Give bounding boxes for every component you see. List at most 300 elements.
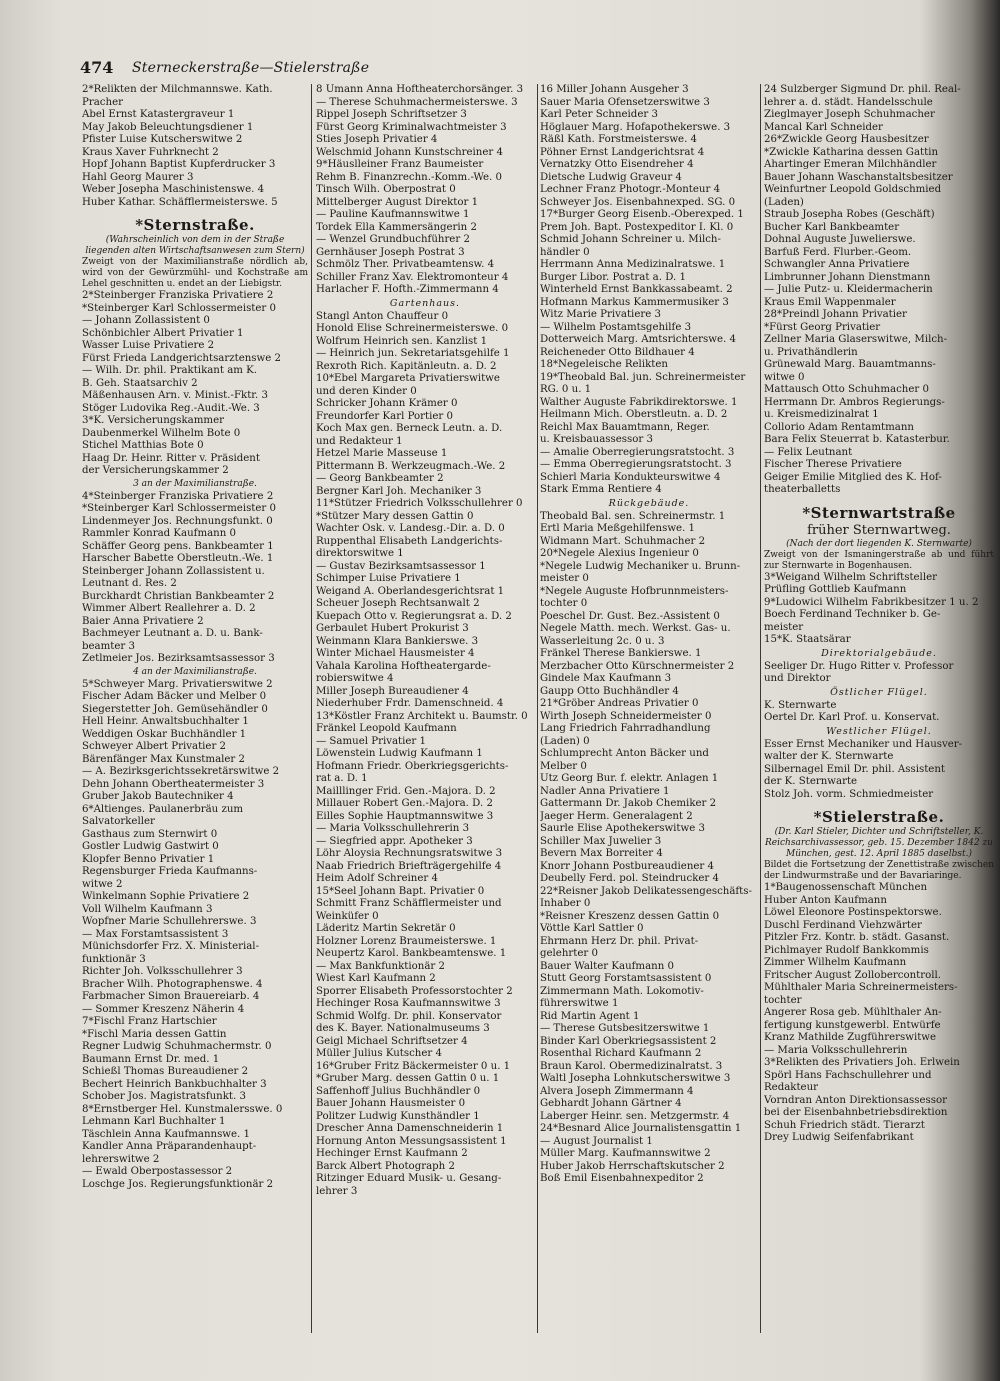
column-3 <box>540 84 758 1341</box>
directory-entry: Bildet die Fortsetzung der Zenettistraße zwischen der Lindwurmstraße und der Bavariaringe. <box>764 860 994 881</box>
directory-entry: Angerer Rosa geb. Mühlthaler An- <box>764 1007 942 1018</box>
directory-entry: Duschl Ferdinand Viehzwärter <box>764 919 922 931</box>
directory-entry: Steinberger Johann Zollassistent u. <box>82 565 265 577</box>
directory-entry: Bechert Heinrich Bankbuchhalter 3 <box>82 1078 267 1090</box>
directory-entry: Gostler Ludwig Gastwirt 0 <box>82 841 219 852</box>
directory-entry: Hechinger Ernst Kaufmann 2 <box>316 1148 468 1159</box>
directory-entry: Stichel Matthias Bote 0 <box>82 440 204 451</box>
street-note: (Nach der dort liegenden K. Sternwarte) <box>786 538 972 549</box>
directory-entry: Farbmacher Simon Brauereiarb. 4 <box>82 991 260 1002</box>
directory-entry: — Heinrich jun. Sekretariatsgehilfe 1 <box>316 348 510 359</box>
directory-entry: Fischer Therese Privatiere <box>764 459 902 470</box>
directory-entry: Bauer Johann Hausmeister 0 <box>316 1098 466 1109</box>
directory-entry: der Versicherungskammer 2 <box>82 465 229 476</box>
directory-entry: Voll Wilhelm Kaufmann 3 <box>82 903 213 915</box>
directory-entry: führerswitwe 1 <box>540 998 619 1009</box>
directory-entry: Wopfner Marie Schullehrerswe. 3 <box>82 916 257 927</box>
directory-entry: Gruber Jakob Bautechniker 4 <box>82 791 234 802</box>
directory-entry: 9*Ludowici Wilhelm Fabrikbesitzer 1 u. 2 <box>764 596 979 608</box>
directory-entry: Schuh Friedrich städt. Tierarzt <box>764 1119 925 1131</box>
street-note: (Dr. Karl Stieler, Dichter und Schriftsteller, K. Reichsarchivassessor, geb. 15. Dezember 1842 zu München, gest. 12. April 1885 daselbst.) <box>765 827 993 859</box>
directory-entry: Bauer Walter Kaufmann 0 <box>540 960 674 972</box>
directory-entry: tochter 0 <box>540 598 588 609</box>
directory-entry: Hornung Anton Messungsassistent 1 <box>316 1135 507 1147</box>
directory-entry: Theobald Bal. sen. Schreinermstr. 1 <box>540 510 726 522</box>
directory-entry: — Maria Volksschullehrerin <box>764 1044 908 1056</box>
directory-entry: Prüfling Gottlieb Kaufmann <box>764 584 907 595</box>
directory-entry: walter der K. Sternwarte <box>764 751 894 762</box>
directory-entry: 9*Häuslleiner Franz Baumeister <box>316 159 484 170</box>
directory-entry: 21*Gröber Andreas Privatier 0 <box>540 698 699 709</box>
directory-entry: lehrerswitwe 2 <box>82 1153 160 1165</box>
directory-entry: Welschmid Johann Kunstschreiner 4 <box>316 146 503 158</box>
directory-entry: Räßl Kath. Forstmeisterswe. 4 <box>540 134 698 145</box>
directory-entry: Löwenstein Ludwig Kaufmann 1 <box>316 748 483 759</box>
directory-entry: und deren Kinder 0 <box>316 385 417 397</box>
column-4 <box>764 84 994 1341</box>
directory-entry: — Therese Gutsbesitzerswitwe 1 <box>540 1023 710 1034</box>
directory-entry: Bergner Karl Joh. Mechaniker 3 <box>316 485 482 497</box>
directory-entry: Braun Karol. Obermedizinalratst. 3 <box>540 1060 723 1072</box>
directory-entry: Wachter Osk. v. Landesg.-Dir. a. D. 0 <box>316 523 505 534</box>
directory-entry: Burckhardt Christian Bankbeamter 2 <box>82 590 275 602</box>
directory-entry: Geiger Emilie Mitglied des K. Hof- <box>764 471 942 483</box>
directory-entry: Mancal Karl Schneider <box>764 121 883 133</box>
directory-entry: Salvatorkeller <box>82 816 155 827</box>
directory-entry: Stangl Anton Chauffeur 0 <box>316 310 449 322</box>
directory-entry: 20*Negele Alexius Ingenieur 0 <box>540 548 699 559</box>
directory-entry: Winterheld Ernst Bankkassabeamt. 2 <box>540 284 733 295</box>
directory-entry: *Zwickle Katharina dessen Gattin <box>764 146 939 158</box>
directory-entry: Hofmann Markus Kammermusiker 3 <box>540 296 729 308</box>
building-section-label: Westlicher Flügel. <box>826 725 932 737</box>
directory-entry: — Ewald Oberpostassessor 2 <box>82 1166 233 1177</box>
directory-entry: Zweigt von der Maximilianstraße nördlich ab, wird von der Gewürzmühl- und Kochstraße am Lehel geschnitten u. endet an der Liebigstr. <box>82 257 308 289</box>
directory-entry: — Max Forstamtsassistent 3 <box>82 928 229 940</box>
directory-entry: Wolfrum Heinrich sen. Kanzlist 1 <box>316 335 488 347</box>
directory-entry: beamter 3 <box>82 640 135 652</box>
directory-entry: Schmid Johann Schreiner u. Milch- <box>540 234 721 245</box>
directory-entry: Heim Adolf Schreiner 4 <box>316 873 438 884</box>
directory-entry: Wasser Luise Privatiere 2 <box>82 340 215 351</box>
directory-entry: — Emma Oberregierungsratstocht. 3 <box>540 459 732 470</box>
directory-entry: Schmitt Franz Schäfflermeister und <box>316 898 502 909</box>
directory-entry: Huber Anton Kaufmann <box>764 894 887 906</box>
directory-entry: Sauer Maria Ofensetzerswitwe 3 <box>540 96 710 108</box>
directory-entry: — Wilhelm Postamtsgehilfe 3 <box>540 321 692 333</box>
directory-entry: rat a. D. 1 <box>316 773 368 784</box>
directory-entry: Oertel Dr. Karl Prof. u. Konservat. <box>764 712 940 723</box>
directory-entry: Inhaber 0 <box>540 898 591 909</box>
directory-entry: Schimper Luise Privatiere 1 <box>316 573 461 584</box>
directory-entry: Binder Karl Oberkriegsassistent 2 <box>540 1035 717 1047</box>
directory-entry: Stöger Ludovika Reg.-Audit.-We. 3 <box>82 402 260 414</box>
directory-entry: fertigung kunstgewerbl. Entwürfe <box>764 1019 941 1031</box>
directory-entry: Schwangler Anna Privatiere <box>764 259 910 270</box>
directory-entry: Lehmann Karl Buchhalter 1 <box>82 1116 226 1127</box>
directory-entry: meister 0 <box>540 573 589 584</box>
directory-entry: *Negele Auguste Hofbrunnmeisters- <box>540 585 729 597</box>
directory-entry: Weinmann Klara Bankierswe. 3 <box>316 635 479 647</box>
directory-entry: Zieglmayer Joseph Schuhmacher <box>764 109 935 120</box>
directory-entry: Hetzel Marie Masseuse 1 <box>316 448 448 459</box>
directory-entry: witwe 2 <box>82 878 123 890</box>
directory-entry: Ahartinger Emeran Milchhändler <box>764 159 937 170</box>
directory-entry: Reicheneder Otto Bildhauer 4 <box>540 346 695 358</box>
directory-entry: Daubenmerkel Wilhelm Bote 0 <box>82 427 241 439</box>
directory-entry: Wiest Karl Kaufmann 2 <box>316 973 436 984</box>
directory-entry: Herrmann Anna Medizinalratswe. 1 <box>540 259 726 270</box>
directory-entry: Mailllinger Frid. Gen.-Majora. D. 2 <box>316 785 496 797</box>
directory-entry: 7*Fischl Franz Hartschier <box>82 1016 217 1027</box>
directory-entry: Collorio Adam Rentamtmann <box>764 421 914 433</box>
directory-entry: 10*Ebel Margareta Privatierswitwe <box>316 373 500 384</box>
directory-entry: Winter Michael Hausmeister 4 <box>316 648 475 659</box>
directory-entry: 26*Zwickle Georg Hausbesitzer <box>764 134 929 145</box>
directory-entry: Pichlmayer Rudolf Bankkommis <box>764 944 929 956</box>
directory-entry: Schiller Franz Xav. Elektromonteur 4 <box>316 271 509 283</box>
directory-entry: — Julie Putz- u. Kleidermacherin <box>764 284 933 295</box>
column-2 <box>316 84 534 1341</box>
directory-entry: 24 Sulzberger Sigmund Dr. phil. Real- <box>764 84 961 95</box>
building-section-label: Rückgebäude. <box>608 497 690 509</box>
directory-entry: Negele Matth. mech. Werkst. Gas- u. <box>540 623 731 634</box>
directory-entry: Spörl Hans Fachschullehrer und <box>764 1069 932 1081</box>
directory-entry: K. Sternwarte <box>764 699 837 711</box>
directory-entry: Neupertz Karol. Bankbeamtenswe. 1 <box>316 948 507 959</box>
directory-entry: Zimmermann Math. Lokomotiv- <box>540 985 704 997</box>
directory-entry: *Fischl Maria dessen Gattin <box>82 1028 227 1040</box>
directory-entry: 16 Miller Johann Ausgeher 3 <box>540 84 689 95</box>
directory-entry: Seeliger Dr. Hugo Ritter v. Professor <box>764 660 954 672</box>
directory-entry: Läderitz Martin Sekretär 0 <box>316 923 456 934</box>
directory-entry: Vorndran Anton Direktionsassessor <box>764 1094 947 1106</box>
directory-entry: Baier Anna Privatiere 2 <box>82 615 204 627</box>
directory-entry: Stutt Georg Forstamtsassistent 0 <box>540 973 712 984</box>
directory-entry: Gattermann Dr. Jakob Chemiker 2 <box>540 798 717 809</box>
directory-entry: Schober Jos. Magistratsfunkt. 3 <box>82 1091 246 1102</box>
directory-entry: Niederhuber Frdr. Damenschneid. 4 <box>316 698 504 709</box>
page-number: 474 <box>80 58 114 77</box>
directory-entry: Stolz Joh. vorm. Schmiedmeister <box>764 788 934 800</box>
directory-entry: 15*K. Staatsärar <box>764 634 851 645</box>
directory-entry: Weddigen Oskar Buchhändler 1 <box>82 728 247 740</box>
directory-entry: Hofmann Friedr. Oberkriegsgerichts- <box>316 760 509 772</box>
directory-entry: — August Journalist 1 <box>540 1135 653 1147</box>
directory-entry: witwe 0 <box>764 371 805 383</box>
directory-entry: Löhr Aloysia Rechnungsratswitwe 3 <box>316 848 503 859</box>
directory-entry: Zweigt von der Ismaningerstraße ab und führt zur Sternwarte in Bogenhausen. <box>764 549 994 571</box>
directory-entry: Poeschel Dr. Gust. Bez.-Assistent 0 <box>540 610 720 622</box>
directory-entry: Witz Marie Privatiere 3 <box>540 309 661 320</box>
directory-entry: 8 Umann Anna Hoftheaterchorsänger. 3 <box>316 84 524 95</box>
directory-entry: Kranz Mathilde Zugführerswitwe <box>764 1032 937 1043</box>
directory-entry: meister <box>764 621 804 633</box>
directory-entry: Harlacher F. Hofth.-Zimmermann 4 <box>316 284 499 295</box>
directory-entry: Naab Friedrich Briefträgergehilfe 4 <box>316 860 502 872</box>
directory-entry: Limbrunner Johann Dienstmann <box>764 271 931 283</box>
directory-entry: gelehrter 0 <box>540 948 598 959</box>
directory-entry: Müller Julius Kutscher 4 <box>316 1048 442 1059</box>
directory-entry: Wirth Joseph Schneidermeister 0 <box>540 710 712 722</box>
directory-entry: Fritscher August Zollobercontroll. <box>764 969 942 981</box>
directory-entry: u. Kreisbauassessor 3 <box>540 434 653 445</box>
directory-entry: Eilles Sophie Hauptmannswitwe 3 <box>316 810 494 822</box>
directory-entry: Burger Libor. Postrat a. D. 1 <box>540 271 686 283</box>
directory-entry: Lang Friedrich Fahrradhandlung <box>540 723 711 734</box>
directory-entry: Pöhner Ernst Landgerichtsrat 4 <box>540 146 705 158</box>
directory-entry: Kraus Emil Wappenmaler <box>764 296 896 308</box>
directory-entry: Widmann Mart. Schuhmacher 2 <box>540 535 706 547</box>
directory-entry: Mühlthaler Maria Schreinermeisters- <box>764 982 958 993</box>
directory-entry: bei der Eisenbahnbetriebsdirektion <box>764 1107 948 1118</box>
directory-entry: Freundorfer Karl Portier 0 <box>316 410 453 422</box>
directory-entry: Barfuß Ferd. Flurber.-Geom. <box>764 246 912 258</box>
directory-entry: — Felix Leutnant <box>764 446 853 458</box>
directory-entry: Täschlein Anna Kaufmannswe. 1 <box>82 1128 251 1140</box>
directory-entry: Boech Ferdinand Techniker b. Ge- <box>764 609 941 620</box>
directory-entry: Nadler Anna Privatiere 1 <box>540 785 670 797</box>
directory-entry: 3*Weigand Wilhelm Schriftsteller <box>764 571 937 583</box>
directory-entry: Richter Joh. Volksschullehrer 3 <box>82 966 243 977</box>
directory-entry: Rexroth Rich. Kapitänleutn. a. D. 2 <box>316 360 497 372</box>
directory-entry: *Steinberger Karl Schlossermeister 0 <box>82 503 277 514</box>
directory-entry: Boß Emil Eisenbahnexpeditor 2 <box>540 1173 704 1184</box>
directory-entry: Ruppenthal Elisabeth Landgerichts- <box>316 535 503 547</box>
directory-entry: Vahala Karolina Hoftheatergarde- <box>316 660 491 672</box>
directory-entry: Vernatzky Otto Eisendreher 4 <box>540 159 694 170</box>
directory-entry: *Steinberger Karl Schlossermeister 0 <box>82 302 277 314</box>
directory-entry: robierswitwe 4 <box>316 673 394 684</box>
directory-entry: Bauer Johann Waschanstaltsbesitzer <box>764 171 953 183</box>
directory-entry: Zimmer Wilhelm Kaufmann <box>764 957 907 968</box>
directory-entry: 5*Schweyer Marg. Privatierswitwe 2 <box>82 678 273 690</box>
directory-entry: Straub Josepha Robes (Geschäft) <box>764 209 935 220</box>
directory-entry: funktionär 3 <box>82 953 146 965</box>
directory-entry: Höglauer Marg. Hofapothekerswe. 3 <box>540 121 731 133</box>
building-section-label: Gartenhaus. <box>389 297 461 309</box>
directory-entry: Prem Joh. Bapt. Postexpeditor I. Kl. 0 <box>540 221 734 233</box>
directory-entry: Deubelly Ferd. pol. Steindrucker 4 <box>540 873 719 884</box>
directory-entry: Pittermann B. Werkzeugmach.-We. 2 <box>316 460 506 472</box>
directory-entry: 1*Baugenossenschaft München <box>764 882 928 893</box>
directory-entry: Schmölz Ther. Privatbeamtensw. 4 <box>316 259 495 270</box>
directory-entry: Schmid Wolfg. Dr. phil. Konservator <box>316 1010 502 1022</box>
directory-entry: Lechner Franz Photogr.-Monteur 4 <box>540 184 721 195</box>
directory-entry: *Fürst Georg Privatier <box>764 321 881 333</box>
directory-entry: Kraus Xaver Fuhrknecht 2 <box>82 146 219 158</box>
directory-entry: 3*Relikten des Privatiers Joh. Erlwein <box>764 1057 960 1068</box>
page-header <box>80 58 960 80</box>
directory-entry: 15*Seel Johann Bapt. Privatier 0 <box>316 885 485 897</box>
directory-entry: Loschge Jos. Regierungsfunktionär 2 <box>82 1178 274 1190</box>
directory-entry: Harscher Babette Oberstleutn.-We. 1 <box>82 553 274 564</box>
directory-entry: — Therese Schuhmachermeisterswe. 3 <box>316 96 518 108</box>
directory-entry: Bara Felix Steuerrat b. Katasterbur. <box>764 434 950 445</box>
directory-entry: Merzbacher Otto Kürschnermeister 2 <box>540 660 735 672</box>
directory-entry: 13*Köstler Franz Architekt u. Baumstr. 0 <box>316 710 528 722</box>
street-heading: *Stielerstraße. <box>813 808 945 826</box>
column-rule <box>311 84 312 1333</box>
directory-entry: Ehrmann Herz Dr. phil. Privat- <box>540 935 699 947</box>
directory-entry: u. Kreismedizinalrat 1 <box>764 409 879 420</box>
directory-entry: Holzner Lorenz Braumeisterswe. 1 <box>316 935 497 947</box>
directory-entry: — Georg Bankbeamter 2 <box>316 473 444 484</box>
directory-entry: der K. Sternwarte <box>764 776 858 787</box>
running-title: Sterneckerstraße—Stielerstraße <box>132 60 370 76</box>
directory-entry: — Siegfried appr. Apotheker 3 <box>316 835 473 847</box>
directory-entry: Tordek Ella Kammersängerin 2 <box>316 221 477 233</box>
directory-entry: Kuepach Otto v. Regierungsrat a. D. 2 <box>316 610 512 622</box>
directory-entry: Gernhäuser Joseph Postrat 3 <box>316 246 465 258</box>
directory-entry: 4*Steinberger Franziska Privatiere 2 <box>82 490 274 502</box>
directory-entry: — A. Bezirksgerichtssekretärswitwe 2 <box>82 766 280 777</box>
directory-entry: Winkelmann Sophie Privatiere 2 <box>82 891 250 902</box>
directory-entry: händler 0 <box>540 246 590 258</box>
directory-entry: B. Geh. Staatsarchiv 2 <box>82 377 198 389</box>
directory-entry: Knorr Johann Postbureaudiener 4 <box>540 860 714 872</box>
directory-entry: *Reisner Kreszenz dessen Gattin 0 <box>540 910 720 922</box>
directory-entry: Hahl Georg Maurer 3 <box>82 171 194 183</box>
directory-entry: tochter <box>764 994 802 1006</box>
directory-entry: 11*Stützer Friedrich Volksschullehrer 0 <box>316 498 523 509</box>
directory-entry: Tinsch Wilh. Oberpostrat 0 <box>316 184 456 195</box>
directory-entry: 2*Steinberger Franziska Privatiere 2 <box>82 290 274 301</box>
directory-entry: Schierl Maria Konduktеurswitwe 4 <box>540 471 721 483</box>
directory-entry: — Sommer Kreszenz Näherin 4 <box>82 1003 245 1015</box>
directory-entry: Herrmann Dr. Ambros Regierungs- <box>764 396 945 408</box>
directory-entry: Drescher Anna Damenschneiderin 1 <box>316 1123 504 1134</box>
directory-entry: Fürst Frieda Landgerichtsarztenswe 2 <box>82 352 281 364</box>
directory-entry: Münichsdorfer Frz. X. Ministerial- <box>82 941 260 952</box>
directory-entry: 16*Gruber Fritz Bäckermeister 0 u. 1 <box>316 1060 511 1072</box>
directory-entry: (Laden) <box>764 196 804 208</box>
directory-entry: 24*Besnard Alice Journalistensgattin 1 <box>540 1123 742 1134</box>
building-section-label: Direktorialgebäude. <box>821 647 937 659</box>
directory-entry: Leutnant d. Res. 2 <box>82 578 177 589</box>
column-rule <box>760 84 761 1333</box>
directory-entry: lehrer a. d. städt. Handelsschule <box>764 96 933 108</box>
column-rule <box>537 84 538 1333</box>
directory-entry: Schweyer Jos. Eisenbahnexped. SG. 0 <box>540 196 736 208</box>
directory-entry: Bachmeyer Leutnant a. D. u. Bank- <box>82 628 263 639</box>
directory-entry: — Samuel Privatier 1 <box>316 735 427 747</box>
directory-entry: u. Privathändlerin <box>764 346 858 358</box>
directory-entry: 17*Burger Georg Eisenb.-Oberexped. 1 <box>540 209 744 220</box>
directory-entry: Schönbichler Albert Privatier 1 <box>82 327 244 339</box>
directory-entry: Dohnal Auguste Juwelierswe. <box>764 234 916 245</box>
directory-entry: Huber Jakob Herrschaftskutscher 2 <box>540 1160 725 1172</box>
directory-entry: Reichl Max Bauamtmann, Reger. <box>540 421 710 433</box>
directory-entry: *Gruber Marg. dessen Gattin 0 u. 1 <box>316 1073 500 1084</box>
directory-entry: Regensburger Frieda Kaufmanns- <box>82 866 258 877</box>
directory-entry: Heilmann Mich. Oberstleutn. a. D. 2 <box>540 409 728 420</box>
directory-entry: Melber 0 <box>540 760 587 772</box>
directory-entry: Utz Georg Bur. f. elektr. Anlagen 1 <box>540 773 719 784</box>
directory-entry: Klopfer Benno Privatier 1 <box>82 853 215 865</box>
directory-entry: theaterballetts <box>764 484 841 495</box>
directory-entry: Lindenmeyer Jos. Rechnungsfunkt. 0 <box>82 515 273 527</box>
directory-entry: Karl Peter Schneider 3 <box>540 109 658 120</box>
directory-entry: Barck Albert Photograph 2 <box>316 1160 455 1172</box>
directory-entry: Gindele Max Kaufmann 3 <box>540 673 672 684</box>
directory-entry: 3*K. Versicherungskammer <box>82 415 224 426</box>
directory-entry: Gasthaus zum Sternwirt 0 <box>82 828 218 840</box>
directory-entry: Pracher <box>82 96 123 108</box>
street-heading: *Sternwartstraße <box>802 503 956 522</box>
directory-entry: Fischer Adam Bäcker und Melber 0 <box>82 691 267 702</box>
directory-entry: 8*Ernstberger Hel. Kunstmalersswe. 0 <box>82 1103 283 1115</box>
directory-entry: Miller Joseph Bureaudiener 4 <box>316 685 469 697</box>
directory-entry: Wimmer Albert Reallehrer a. D. 2 <box>82 603 256 614</box>
directory-entry: Sties Joseph Privatier 4 <box>316 134 438 145</box>
directory-entry: Dietsche Ludwig Graveur 4 <box>540 171 682 183</box>
directory-entry: Zetlmeier Jos. Bezirksamtsassessor 3 <box>82 653 275 664</box>
column-1 <box>82 84 308 1341</box>
directory-entry: RG. 0 u. 1 <box>540 384 592 395</box>
directory-entry: Esser Ernst Mechaniker und Hausver- <box>764 738 963 750</box>
directory-entry: Pitzler Frz. Kontr. b. städt. Gasanst. <box>764 932 950 943</box>
directory-entry: Löwel Eleonore Postinspektorswe. <box>764 907 942 918</box>
directory-entry: Schweyer Albert Privatier 2 <box>82 741 227 752</box>
directory-entry: — Pauline Kaufmannswitwe 1 <box>316 209 470 220</box>
directory-entry: Dotterweich Marg. Amtsrichterswe. 4 <box>540 334 736 345</box>
directory-entry: Weigand A. Oberlandesgerichtsrat 1 <box>316 585 505 597</box>
directory-entry: Hechinger Rosa Kaufmannswitwe 3 <box>316 998 501 1009</box>
directory-entry: 18*Negeleische Relikten <box>540 359 668 370</box>
directory-entry: Schricker Johann Krämer 0 <box>316 398 458 409</box>
directory-entry: Dehn Johann Obertheatermeister 3 <box>82 778 265 790</box>
directory-entry: Bärenfänger Max Kunstmaler 2 <box>82 753 246 765</box>
directory-entry: lehrer 3 <box>316 1185 358 1197</box>
directory-entry: Politzer Ludwig Kunsthändler 1 <box>316 1110 480 1122</box>
directory-entry: (Laden) 0 <box>540 735 590 747</box>
directory-entry: Redakteur <box>764 1082 819 1093</box>
directory-entry: Weber Josepha Maschinistenswe. 4 <box>82 184 265 195</box>
directory-entry: Alvera Joseph Zimmermann 4 <box>540 1085 694 1097</box>
directory-entry: Schlumprecht Anton Bäcker und <box>540 748 709 759</box>
directory-entry: Bucher Karl Bankbeamter <box>764 221 900 233</box>
directory-entry: Gaupp Otto Buchhändler 4 <box>540 685 679 697</box>
directory-entry: Honold Elise Schreinermeisterswe. 0 <box>316 323 509 334</box>
directory-entry: Grünewald Marg. Bauamtmanns- <box>764 359 936 370</box>
directory-entry: Weinküfer 0 <box>316 910 379 922</box>
directory-entry: Sporrer Elisabeth Professorstochter 2 <box>316 985 513 997</box>
directory-entry: Vöttle Karl Sattler 0 <box>540 923 644 934</box>
directory-entry: Rid Martin Agent 1 <box>540 1010 640 1022</box>
directory-entry: Ertl Maria Meßgehilfenswe. 1 <box>540 523 696 534</box>
street-note: (Wahrscheinlich von dem in der Straße liegenden alten Wirtschaftsanwesen zum Stern) <box>85 235 305 256</box>
directory-entry: Wasserleitung 2c. 0 u. 3 <box>540 635 665 647</box>
directory-entry: Waltl Josepha Lohnkutscherswitwe 3 <box>540 1073 731 1084</box>
directory-entry: — Maria Volksschullehrerin 3 <box>316 823 470 834</box>
cross-reference-note: 4 an der Maximilianstraße. <box>133 666 257 677</box>
directory-entry: und Direktor <box>764 673 831 684</box>
directory-entry: 28*Preindl Johann Privatier <box>764 309 907 320</box>
directory-entry: — Wilh. Dr. phil. Praktikant am K. <box>82 365 258 376</box>
directory-entry: Bracher Wilh. Photographenswe. 4 <box>82 978 263 990</box>
directory-entry: des K. Bayer. Nationalmuseums 3 <box>316 1023 490 1034</box>
directory-entry: Schäffer Georg pens. Bankbeamter 1 <box>82 540 274 552</box>
directory-entry: Rehm B. Finanzrechn.-Komm.-We. 0 <box>316 171 502 183</box>
directory-entry: Haag Dr. Heinr. Ritter v. Präsident <box>82 452 260 464</box>
directory-entry: Gebhardt Johann Gärtner 4 <box>540 1098 682 1109</box>
directory-entry: Gerbaulet Hubert Prokurist 3 <box>316 623 469 634</box>
directory-entry: Regner Ludwig Schuhmachermstr. 0 <box>82 1041 272 1052</box>
street-heading: *Sternstraße. <box>135 216 255 234</box>
directory-entry: 22*Reisner Jakob Delikatessengeschäfts- <box>540 885 752 897</box>
directory-entry: Fürst Georg Kriminalwachtmeister 3 <box>316 121 507 133</box>
